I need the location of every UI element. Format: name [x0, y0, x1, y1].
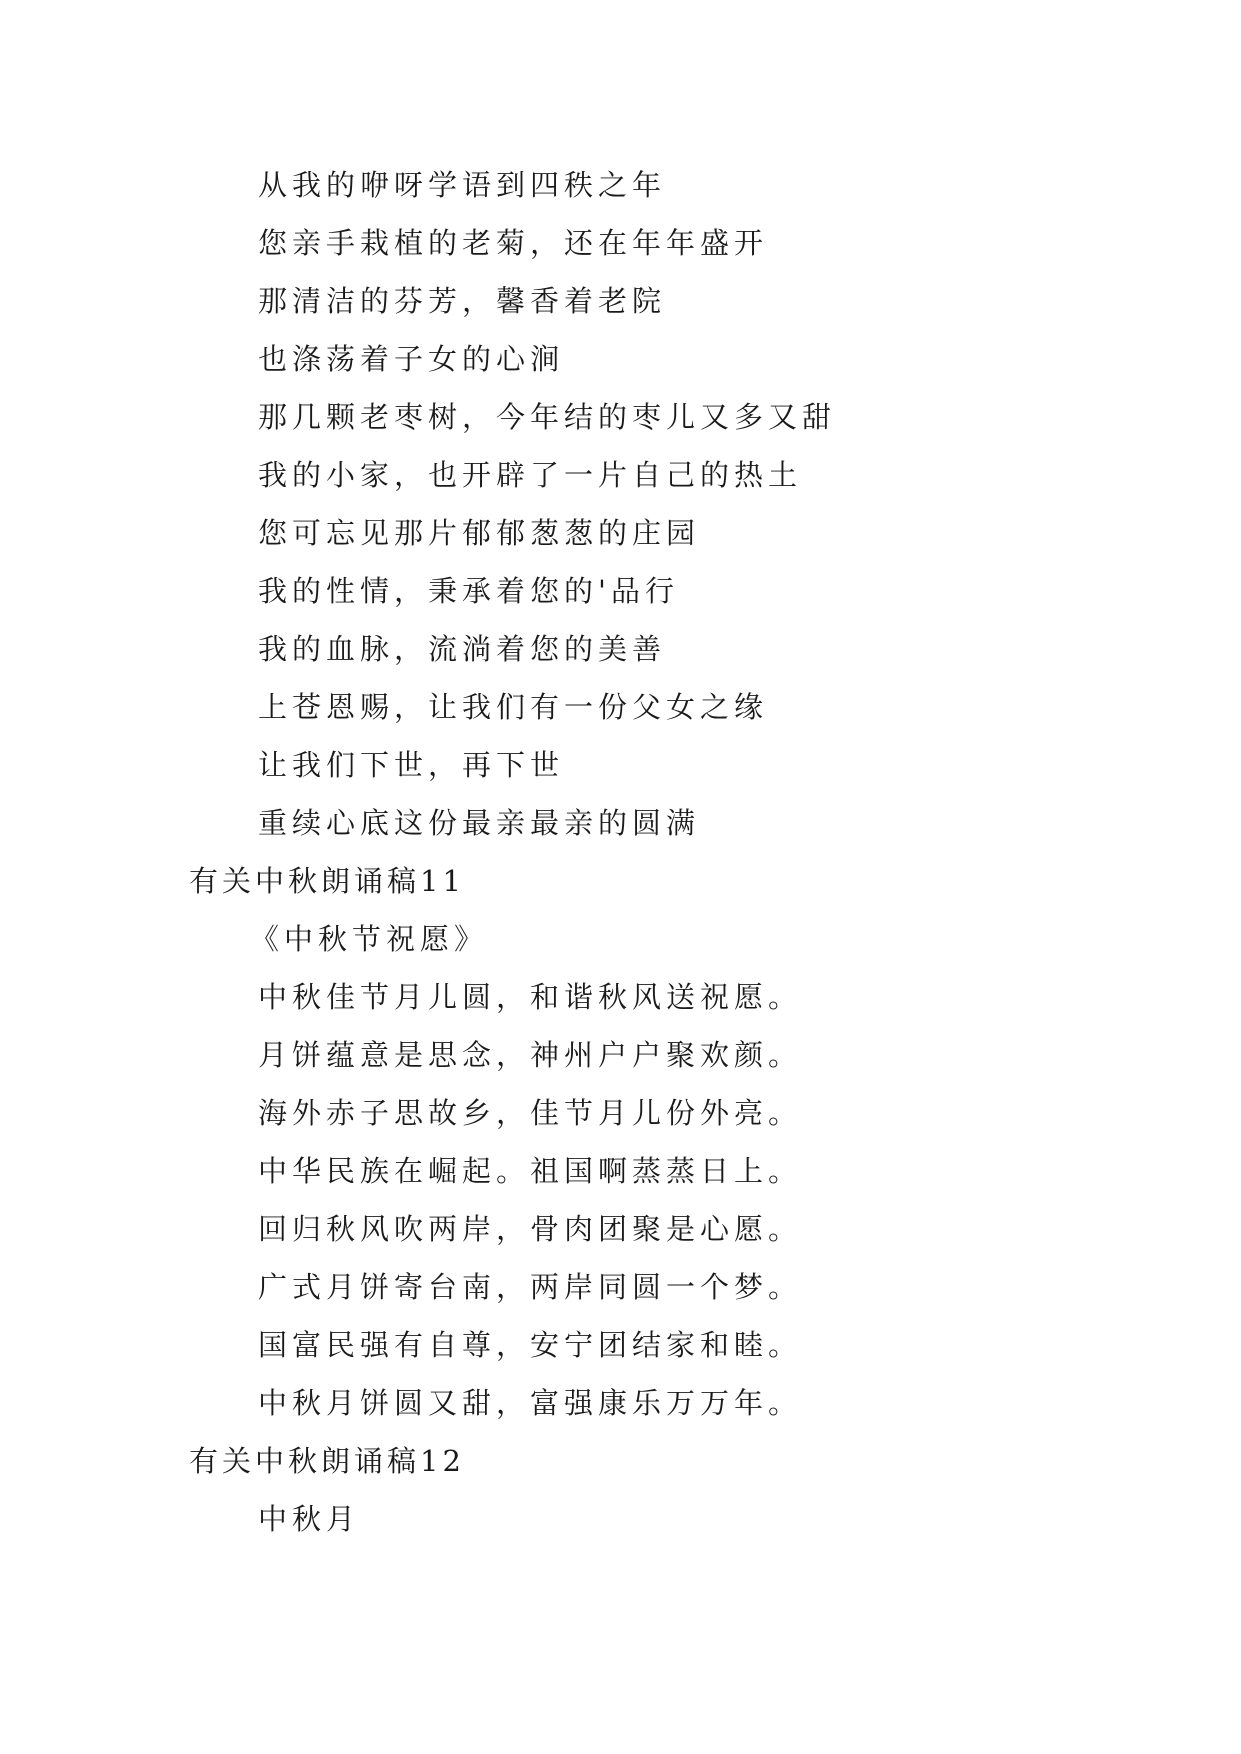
poem-line: 我的性情，秉承着您的'品行 — [258, 574, 679, 608]
section-heading: 有关中秋朗诵稿12 — [189, 1444, 465, 1478]
poem-line: 也涤荡着子女的心涧 — [258, 342, 565, 376]
poem-line: 回归秋风吹两岸，骨肉团聚是心愿。 — [258, 1212, 803, 1246]
poem-line: 我的小家，也开辟了一片自己的热土 — [258, 458, 803, 492]
poem-title: 《中秋节祝愿》 — [250, 922, 489, 956]
poem-line: 重续心底这份最亲最亲的圆满 — [258, 806, 701, 840]
section-heading: 有关中秋朗诵稿11 — [189, 864, 465, 898]
poem-line: 您亲手栽植的老菊，还在年年盛开 — [258, 226, 769, 260]
poem-line: 那清洁的芬芳，馨香着老院 — [258, 284, 667, 318]
poem-line: 中华民族在崛起。祖国啊蒸蒸日上。 — [258, 1154, 803, 1188]
poem-line: 我的血脉，流淌着您的美善 — [258, 632, 667, 666]
poem-title: 中秋月 — [258, 1502, 361, 1536]
poem-line: 中秋月饼圆又甜，富强康乐万万年。 — [258, 1386, 803, 1420]
poem-line: 广式月饼寄台南，两岸同圆一个梦。 — [258, 1270, 803, 1304]
poem-line: 国富民强有自尊，安宁团结家和睦。 — [258, 1328, 803, 1362]
poem-line: 海外赤子思故乡，佳节月儿份外亮。 — [258, 1096, 803, 1130]
poem-line: 那几颗老枣树，今年结的枣儿又多又甜 — [258, 400, 837, 434]
poem-line: 从我的咿呀学语到四秩之年 — [258, 168, 667, 202]
poem-line: 中秋佳节月儿圆，和谐秋风送祝愿。 — [258, 980, 803, 1014]
poem-line: 月饼蕴意是思念，神州户户聚欢颜。 — [258, 1038, 803, 1072]
poem-line: 您可忘见那片郁郁葱葱的庄园 — [258, 516, 701, 550]
poem-line: 让我们下世，再下世 — [258, 748, 565, 782]
poem-line: 上苍恩赐，让我们有一份父女之缘 — [258, 690, 769, 724]
